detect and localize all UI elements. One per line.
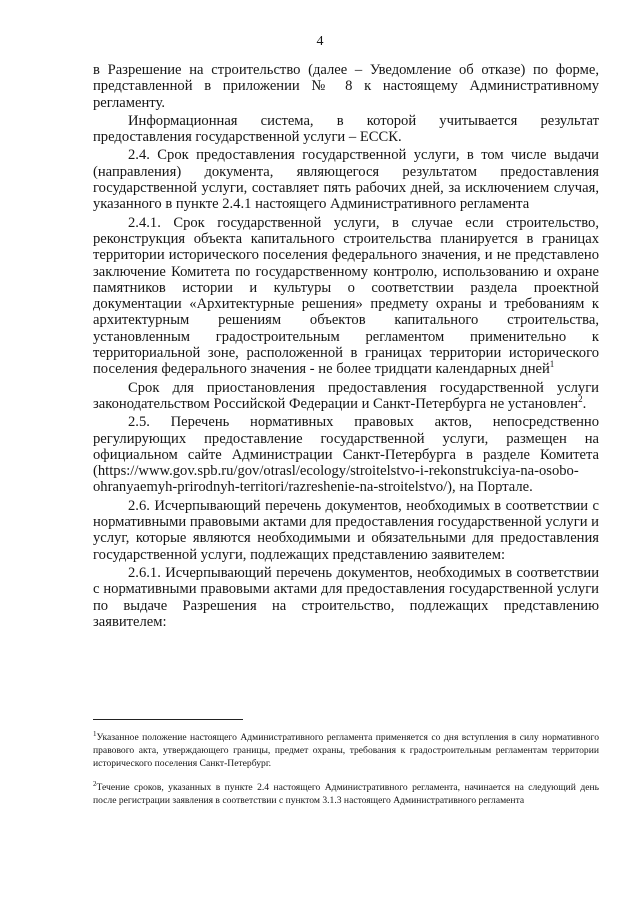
footnote-ref-1: 1 (549, 359, 555, 370)
page-number: 4 (316, 34, 324, 49)
footnote-separator (93, 719, 243, 720)
paragraph-2-6-documents: 2.6. Исчерпывающий перечень документов, необходимых в соответствии с нормативными правовыми актами для предоставления государственной услуги и услуг, которые являются необходимыми и обязательными для предоставления государственной услуги, подлежащих представлению заявителем: (93, 497, 599, 563)
footnote-mark-2: 2 (93, 779, 97, 788)
footnote-ref-2: 2 (578, 394, 583, 405)
footnotes (93, 731, 599, 818)
body-text (93, 62, 599, 630)
footnote-1: $^1$Указанное положение настоящего Административного регламента применяется со дня вступления в силу нормативного правового акта, утверждающего границы, предмет охраны, требования к градостроительным регламентам территории исторического поселения Санкт-Петербург. (93, 729, 599, 769)
footnote-2: $^2$Течение сроков, указанных в пункте 2.4 настоящего Административного регламента, начинается на следующий день после регистрации заявления в соответствии с пунктом 3.1.3 настоящего Административного регламента (93, 779, 599, 806)
paragraph-2-5-legal-acts: 2.5. Перечень нормативных правовых актов, непосредственно регулирующих предоставление государственной услуги, размещен на официальном сайте Администрации Санкт-Петербурга в разделе Комитета (https://www.gov.spb.ru/gov/otrasl/ecology/stroitelstvo-i-rekonstrukciya-na-osobo-ohranyaemyh-prirodnyh-territori/razreshenie-na-stroitelstvo/), на Портале. (93, 414, 599, 496)
paragraph-information-system: Информационная система, в которой учитывается результат предоставления государственной услуги – ЕССК. (93, 112, 599, 146)
paragraph-2-4-service-term: 2.4. Срок предоставления государственной услуги, в том числе выдачи (направления) документа, являющегося результатом предоставления государственной услуги, составляет пять рабочих дней, за исключением случая, указанного в пункте 2.4.1 настоящего Административного регламента (93, 147, 599, 213)
paragraph-suspension-term: Срок для приостановления предоставления государственной услуги законодательством Российской Федерации и Санкт-Петербурга не установлен$^2$. (93, 379, 599, 412)
footnote-mark-1: 1 (93, 729, 97, 738)
paragraph-2-4-1-historical-settlement: 2.4.1. Срок государственной услуги, в случае если строительство, реконструкция объекта капитального строительства планируется в границах территории исторического поселения федерального значения, и не представлено заключение Комитета по государственному контролю, использованию и охране памятников истории и культуры о соответствии раздела проектной документации «Архитектурные решения» предмету охраны и требованиям к архитектурным решениям объектов капитального строительства, установленным градостроительным регламентом применительно к территориальной зоне, расположенной в границах территории исторического поселения федерального значения - не более тридцати календарных дней$^1$ (93, 214, 599, 378)
paragraph-notice-of-refusal: в Разрешение на строительство (далее – Уведомление об отказе) по форме, представленной в приложении № 8 к настоящему Административному регламенту. (93, 62, 599, 111)
paragraph-2-6-1-documents: 2.6.1. Исчерпывающий перечень документов, необходимых в соответствии с нормативными правовыми актами для предоставления государственной услуги по выдаче Разрешения на строительство, подлежащих представлению заявителем: (93, 564, 599, 630)
